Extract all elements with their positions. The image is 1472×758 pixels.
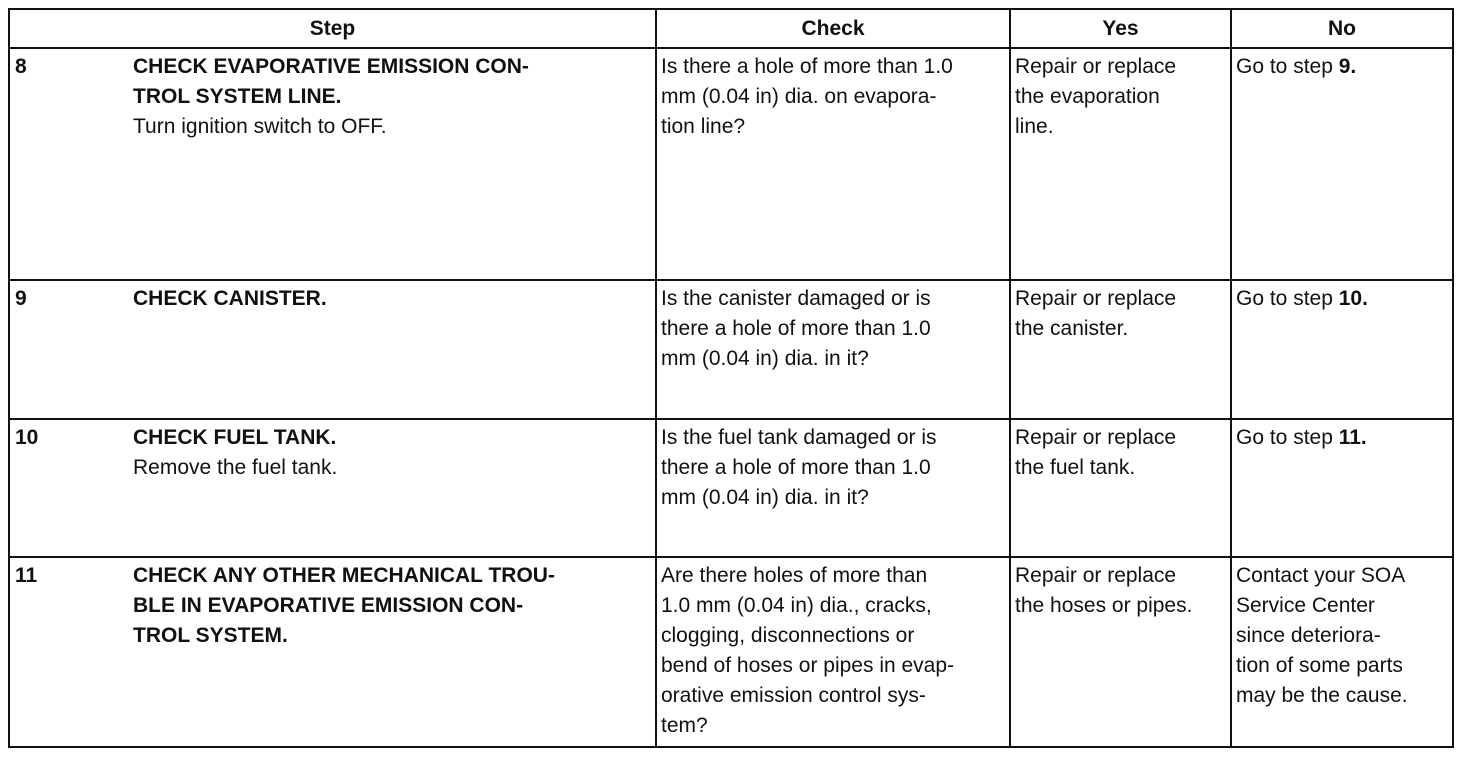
check-line: mm (0.04 in) dia. in it? [661, 347, 869, 371]
yes-line: the hoses or pipes. [1015, 594, 1193, 618]
yes-line: the evaporation [1015, 85, 1160, 108]
check-cell [656, 557, 1010, 747]
yes-cell [1010, 419, 1231, 557]
header-yes: Yes [1010, 9, 1231, 48]
step-number: 9 [15, 287, 27, 311]
check-line: Is there a hole of more than 1.0 [661, 55, 953, 78]
no-line: since deteriora- [1236, 624, 1381, 648]
check-line: there a hole of more than 1.0 [661, 317, 931, 341]
step-number: 8 [15, 55, 27, 78]
check-line: tem? [661, 714, 708, 738]
no-line: Contact your SOA [1236, 564, 1406, 588]
check-line: bend of hoses or pipes in evap- [661, 654, 955, 678]
yes-line: Repair or replace [1015, 564, 1177, 588]
no-text: Go to step [1236, 425, 1339, 449]
no-line: Service Center [1236, 594, 1375, 618]
no-cell [1231, 280, 1453, 418]
yes-cell [1010, 280, 1231, 418]
step-number: 10 [15, 425, 39, 449]
yes-line: Repair or replace [1015, 55, 1177, 78]
check-line: tion line? [661, 115, 746, 138]
check-cell [656, 48, 1010, 280]
check-line: Is the canister damaged or is [661, 287, 931, 311]
no-cell [1231, 557, 1453, 747]
yes-cell [1010, 557, 1231, 747]
next-step-number: 9. [1338, 55, 1357, 78]
yes-line: the canister. [1015, 317, 1129, 341]
yes-cell [1010, 48, 1231, 280]
step-description: Remove the fuel tank. [133, 455, 338, 479]
no-text: Go to step [1236, 287, 1339, 311]
yes-line: Repair or replace [1015, 287, 1177, 311]
header-no: No [1231, 9, 1453, 48]
check-line: Are there holes of more than [661, 564, 928, 588]
step-cell [9, 557, 656, 747]
diagnostic-table [8, 8, 1454, 748]
check-line: there a hole of more than 1.0 [661, 455, 931, 479]
step-cell [9, 280, 656, 418]
no-cell [1231, 419, 1453, 557]
header-check: Check [656, 9, 1010, 48]
step-description: Turn ignition switch to OFF. [133, 115, 387, 138]
yes-line: the fuel tank. [1015, 455, 1136, 479]
check-line: 1.0 mm (0.04 in) dia., cracks, [661, 594, 932, 618]
step-title-line: CHECK EVAPORATIVE EMISSION CON- [133, 55, 529, 78]
check-line: mm (0.04 in) dia. in it? [661, 485, 869, 509]
check-cell [656, 280, 1010, 418]
check-line: clogging, disconnections or [661, 624, 915, 648]
header-step: Step [9, 9, 656, 48]
yes-line: line. [1015, 115, 1054, 138]
no-cell [1231, 48, 1453, 280]
table-row [9, 419, 1453, 557]
step-title-line: CHECK FUEL TANK. [133, 425, 337, 449]
step-title-line: CHECK CANISTER. [133, 287, 327, 311]
step-number: 11 [15, 564, 38, 588]
step-cell [9, 48, 656, 280]
check-line: mm (0.04 in) dia. on evapora- [661, 85, 937, 108]
check-cell [656, 419, 1010, 557]
no-text: Go to step [1236, 55, 1339, 78]
no-line: may be the cause. [1236, 684, 1408, 708]
step-title-line: CHECK ANY OTHER MECHANICAL TROU- [133, 564, 555, 588]
no-line: tion of some parts [1236, 654, 1403, 678]
next-step-number: 11. [1338, 425, 1367, 449]
check-line: orative emission control sys- [661, 684, 926, 708]
table-row [9, 557, 1453, 747]
step-cell [9, 419, 656, 557]
check-line: Is the fuel tank damaged or is [661, 425, 937, 449]
step-title-line: TROL SYSTEM LINE. [133, 85, 342, 108]
table-row [9, 280, 1453, 418]
header-row [9, 9, 1453, 48]
step-title-line: BLE IN EVAPORATIVE EMISSION CON- [133, 594, 524, 618]
next-step-number: 10. [1338, 287, 1368, 311]
table-row [9, 48, 1453, 280]
step-title-line: TROL SYSTEM. [133, 624, 288, 648]
yes-line: Repair or replace [1015, 425, 1177, 449]
